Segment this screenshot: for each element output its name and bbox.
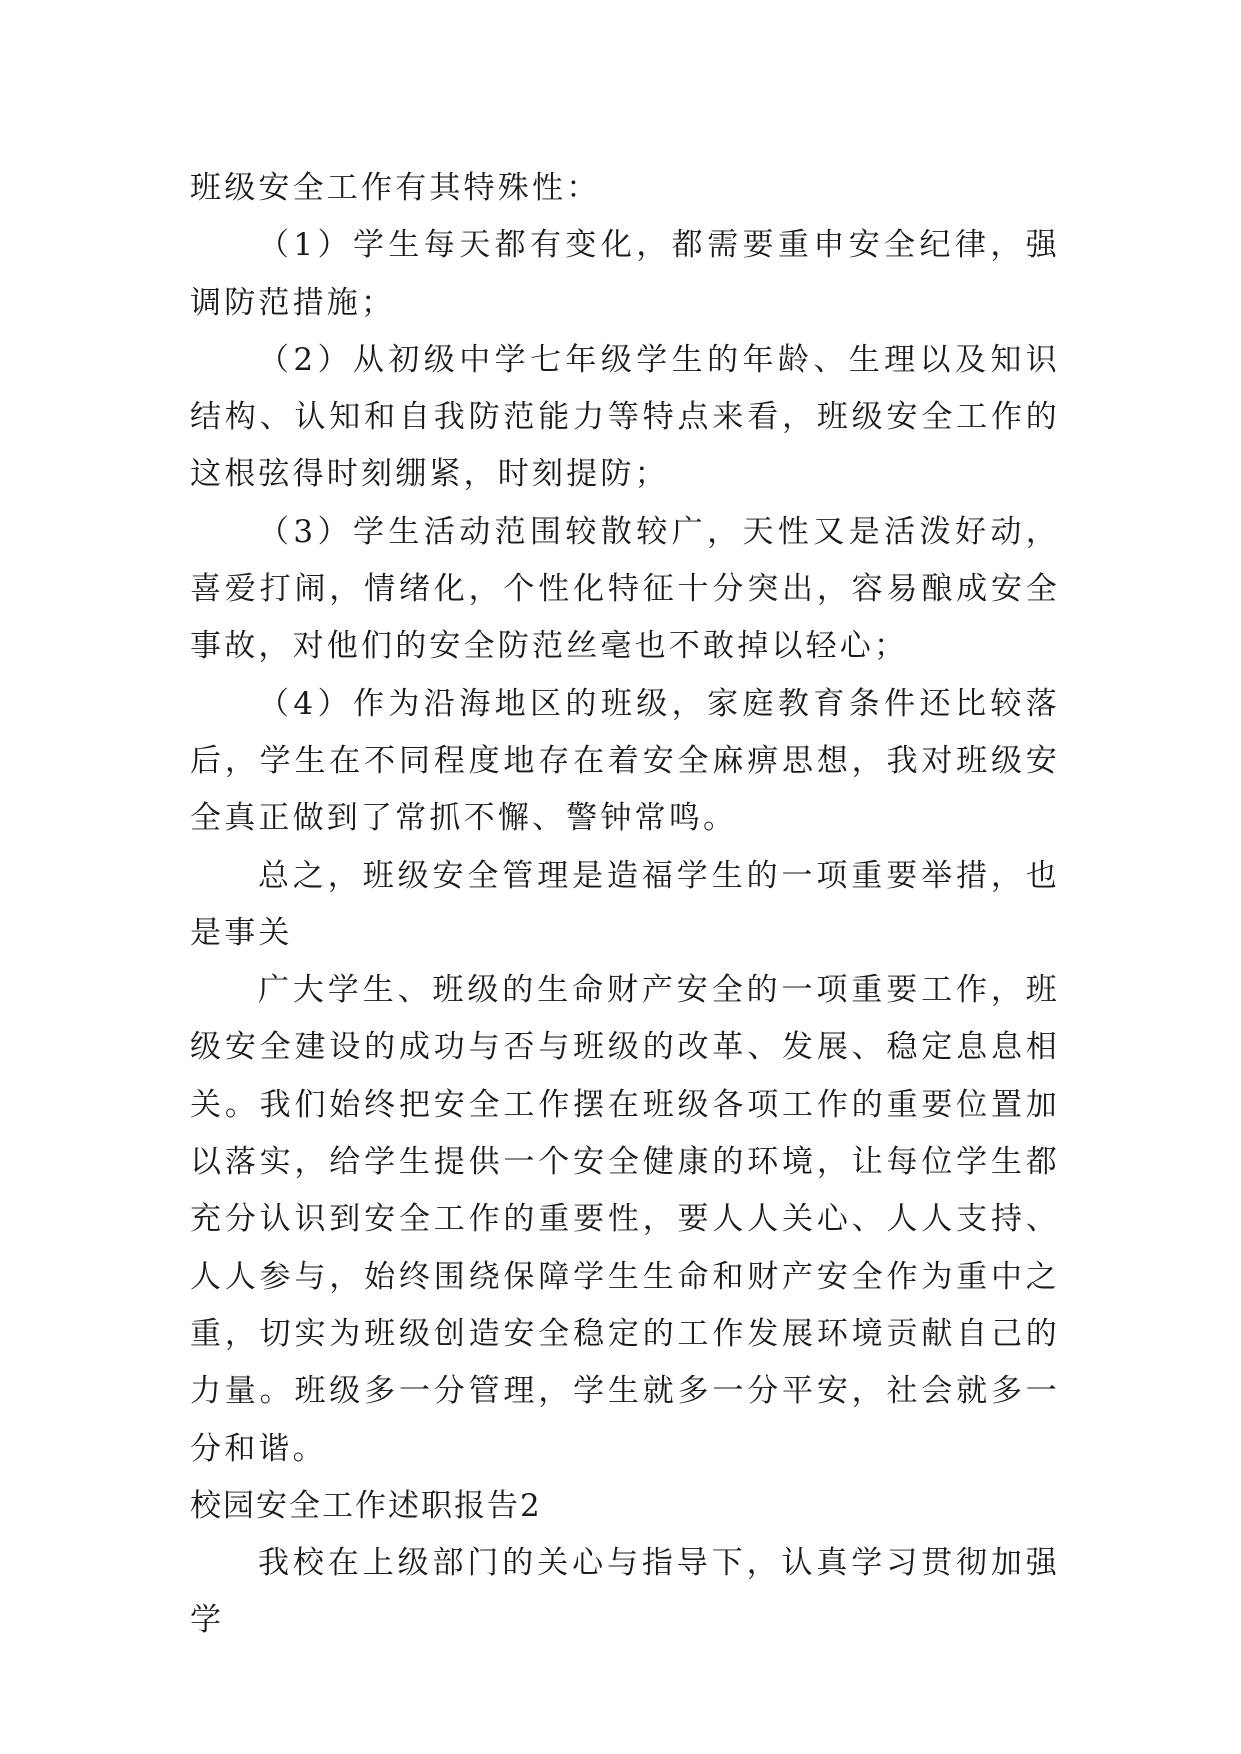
document-body [190,160,1060,1650]
paragraph-item-4: （4）作为沿海地区的班级，家庭教育条件还比较落后，学生在不同程度地存在着安全麻痹思想，我对班级安全真正做到了常抓不懈、警钟常鸣。 [190,685,1060,837]
paragraph-section-2-start: 我校在上级部门的关心与指导下，认真学习贯彻加强学 [190,1545,1060,1639]
paragraph-summary: 总之，班级安全管理是造福学生的一项重要举措，也是事关 [190,857,1060,951]
paragraph-summary-continued: 广大学生、班级的生命财产安全的一项重要工作，班级安全建设的成功与否与班级的改革、发展、稳定息息相关。我们始终把安全工作摆在班级各项工作的重要位置加以落实，给学生提供一个安全健康的环境，让每位学生都充分认识到安全工作的重要性，要人人关心、人人支持、人人参与，始终围绕保障学生生命和财产安全作为重中之重，切实为班级创造安全稳定的工作发展环境贡献自己的力量。班级多一分管理，学生就多一分平安，社会就多一分和谐。 [190,972,1060,1467]
section-heading: 校园安全工作述职报告2 [190,1487,542,1524]
paragraph-item-1: （1）学生每天都有变化，都需要重申安全纪律，强调防范措施； [190,227,1060,321]
paragraph-intro: 班级安全工作有其特殊性： [190,170,601,206]
paragraph-item-3: （3）学生活动范围较散较广，天性又是活泼好动，喜爱打闹，情绪化，个性化特征十分突出，容易酿成安全事故，对他们的安全防范丝毫也不敢掉以轻心； [190,513,1060,665]
paragraph-item-2: （2）从初级中学七年级学生的年龄、生理以及知识结构、认知和自我防范能力等特点来看，班级安全工作的这根弦得时刻绷紧，时刻提防； [190,341,1060,493]
